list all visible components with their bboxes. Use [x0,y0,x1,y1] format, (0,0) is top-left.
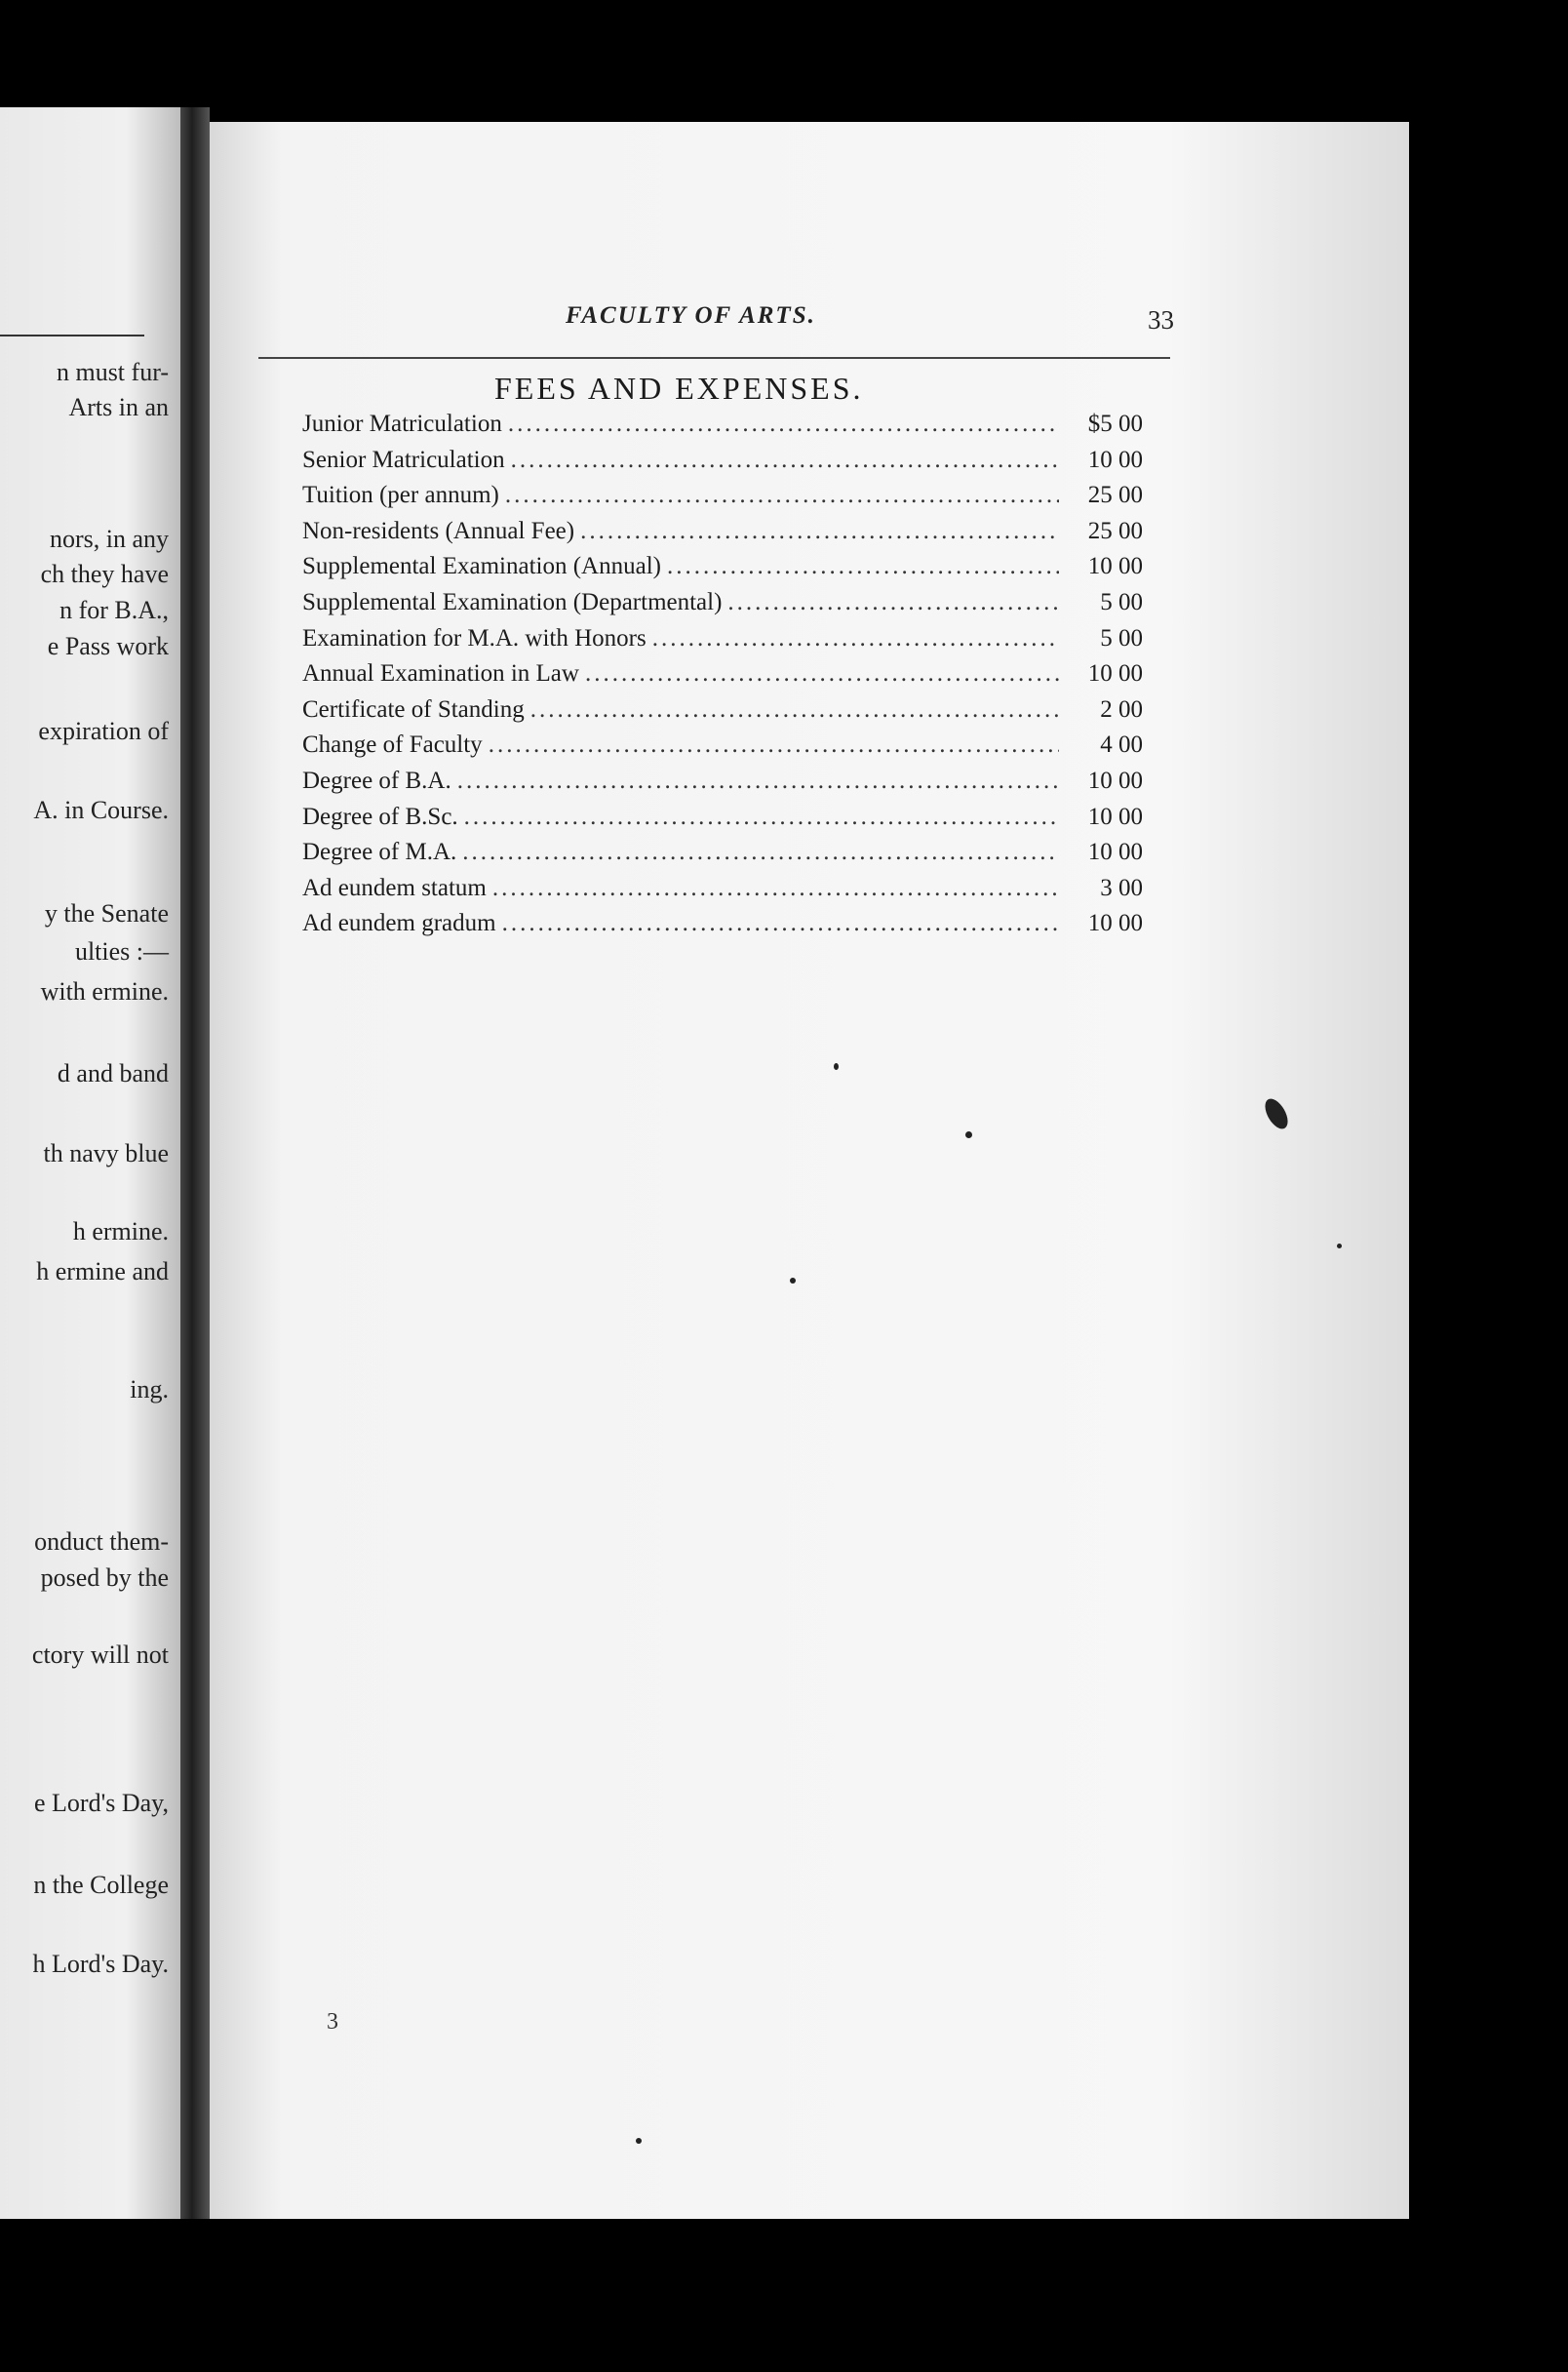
ink-speck [965,1131,972,1138]
left-line: e Lord's Day, [33,1789,169,1817]
section-title: FEES AND EXPENSES. [494,371,864,406]
fee-amount: 5 00 [1100,624,1143,652]
dot-leader [489,731,1059,759]
dot-leader [492,875,1059,902]
ink-speck [1337,1244,1342,1248]
left-line: onduct them- [34,1527,169,1556]
fee-amount: 3 00 [1100,874,1143,901]
dot-leader [462,839,1059,866]
running-head: FACULTY OF ARTS. [566,302,816,329]
left-line: ch they have [40,560,169,588]
left-line: ulties :— [74,937,169,966]
dot-leader [502,910,1059,937]
dot-leader [530,696,1059,724]
fee-amount: 10 00 [1087,767,1143,794]
fee-row [302,553,1143,589]
left-line: A. in Course. [33,796,169,824]
fee-row [302,696,1143,732]
fee-row [302,625,1143,661]
fee-amount: 25 00 [1087,482,1143,509]
left-line: th navy blue [43,1139,169,1167]
fee-row [302,910,1143,946]
fee-amount: 10 00 [1087,553,1143,580]
signature-mark: 3 [327,2009,338,2035]
fees-list [302,411,1143,946]
dot-leader [585,660,1059,688]
fee-amount: 10 00 [1087,660,1143,688]
fee-label: Examination for M.A. with Honors [302,624,647,652]
left-line: ctory will not [31,1641,169,1669]
fee-label: Supplemental Examination (Annual) [302,553,661,580]
book-gutter [180,107,210,2219]
left-line: n for B.A., [59,596,169,624]
ink-blot [1261,1095,1293,1132]
fee-amount: 10 00 [1087,839,1143,866]
left-line: h ermine and [36,1257,169,1285]
ink-speck [834,1063,839,1070]
left-page-rule [0,335,144,336]
fee-amount: 10 00 [1087,446,1143,473]
fee-label: Non-residents (Annual Fee) [302,517,575,544]
fee-row [302,447,1143,483]
left-line: e Pass work [47,632,169,660]
left-line: expiration of [38,717,169,745]
fee-row [302,839,1143,875]
fee-row [302,482,1143,518]
fee-label: Degree of B.Sc. [302,803,458,830]
left-line: ing. [130,1375,169,1403]
dot-leader [652,625,1059,652]
fee-label: Tuition (per annum) [302,482,499,509]
fee-amount: 5 00 [1100,588,1143,615]
fee-row [302,875,1143,911]
dot-leader [457,768,1059,795]
dot-leader [667,553,1059,580]
left-line: n the College [33,1871,169,1899]
dot-leader [727,589,1059,616]
dot-leader [580,518,1059,545]
dot-leader [511,447,1059,474]
fee-label: Degree of M.A. [302,839,457,866]
dot-leader [508,411,1059,438]
left-line: h ermine. [72,1217,169,1245]
header-rule [258,357,1170,359]
fee-label: Annual Examination in Law [302,660,579,688]
fee-row [302,804,1143,840]
left-line: d and band [57,1059,169,1087]
fee-label: Change of Faculty [302,731,483,759]
fee-row [302,411,1143,447]
fee-row [302,518,1143,554]
left-line: posed by the [40,1563,169,1592]
left-line: n must fur- [56,358,169,386]
fee-label: Ad eundem gradum [302,910,496,937]
left-line: Arts in an [68,393,169,421]
fee-label: Junior Matriculation [302,411,502,437]
fee-amount: 4 00 [1100,731,1143,759]
left-page [0,107,180,2219]
ink-speck [636,2138,642,2144]
left-line: h Lord's Day. [32,1950,169,1978]
fee-amount: 25 00 [1087,517,1143,544]
fee-amount: 10 00 [1087,910,1143,937]
fee-label: Supplemental Examination (Departmental) [302,588,723,615]
fee-label: Certificate of Standing [302,695,525,723]
dot-leader [464,804,1059,831]
fee-row [302,731,1143,768]
fee-label: Senior Matriculation [302,446,505,473]
ink-speck [790,1278,796,1284]
dot-leader [505,482,1059,509]
right-page [210,122,1409,2219]
fee-label: Degree of B.A. [302,767,451,794]
fee-row [302,660,1143,696]
fee-amount: 2 00 [1100,695,1143,723]
left-line: nors, in any [49,525,169,553]
fee-amount: $5 00 [1087,411,1143,437]
page-number: 33 [1148,305,1174,335]
fee-row [302,768,1143,804]
fee-amount: 10 00 [1087,803,1143,830]
fee-row [302,589,1143,625]
left-line: with ermine. [40,977,169,1006]
fee-label: Ad eundem statum [302,874,487,901]
left-line: y the Senate [44,899,169,928]
